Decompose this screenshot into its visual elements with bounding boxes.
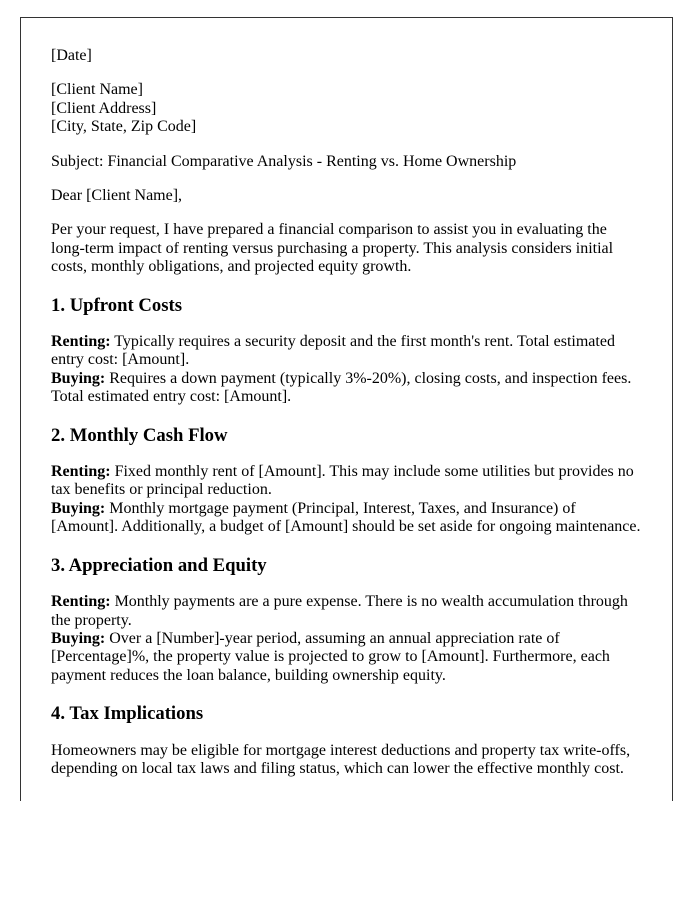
buying-label: Buying: bbox=[51, 369, 106, 387]
renting-text: Monthly payments are a pure expense. There is no wealth accumulation through the property. bbox=[51, 593, 628, 629]
buying-text: Monthly mortgage payment (Principal, Interest, Taxes, and Insurance) of [Amount]. Additionally, a budget of [Amount] should be set aside for ongoing maintenance. bbox=[51, 499, 641, 536]
buying-text: Over a [Number]-year period, assuming an annual appreciation rate of [Percentage]%, the property value is projected to grow to [Amount]. Furthermore, each payment reduces the loan balance, building ownership equity. bbox=[51, 629, 610, 684]
section-body-upfront-costs bbox=[51, 333, 642, 407]
recipient-name-line: [Client Name] bbox=[51, 81, 143, 99]
section-body-appreciation-equity bbox=[51, 593, 642, 685]
buying-label: Buying: bbox=[51, 499, 106, 517]
intro-paragraph: Per your request, I have prepared a financial comparison to assist you in evaluating the long-term impact of renting versus purchasing a property. This analysis considers initial costs, monthly obligations, and projected equity growth. bbox=[51, 221, 614, 276]
letter-document bbox=[20, 17, 673, 801]
section-body-tax-implications: Homeowners may be eligible for mortgage interest deductions and property tax write-offs, depending on local tax laws and filing status, which can lower the effective monthly cost. bbox=[51, 741, 631, 777]
section-body-monthly-cash-flow bbox=[51, 463, 642, 537]
section-heading-monthly-cash-flow: 2. Monthly Cash Flow bbox=[51, 424, 228, 446]
section-heading-appreciation-equity: 3. Appreciation and Equity bbox=[51, 554, 267, 576]
date-line: [Date] bbox=[51, 47, 92, 64]
renting-text: Typically requires a security deposit and the first month's rent. Total estimated entry cost: [Amount]. bbox=[51, 333, 615, 369]
buying-label: Buying: bbox=[51, 629, 106, 647]
salutation-line: Dear [Client Name], bbox=[51, 186, 183, 204]
recipient-address-block bbox=[51, 81, 642, 136]
subject-line: Subject: Financial Comparative Analysis - Renting vs. Home Ownership bbox=[51, 152, 517, 170]
renting-label: Renting: bbox=[51, 463, 111, 481]
section-heading-upfront-costs: 1. Upfront Costs bbox=[51, 294, 182, 316]
renting-label: Renting: bbox=[51, 593, 111, 611]
renting-label: Renting: bbox=[51, 333, 111, 351]
buying-text: Requires a down payment (typically 3%-20%), closing costs, and inspection fees. Total estimated entry cost: [Amount]. bbox=[51, 369, 632, 406]
section-heading-tax-implications: 4. Tax Implications bbox=[51, 703, 204, 725]
renting-text: Fixed monthly rent of [Amount]. This may include some utilities but provides no tax benefits or principal reduction. bbox=[51, 463, 634, 499]
recipient-address-line: [Client Address] bbox=[51, 99, 157, 117]
recipient-city-state-zip-line: [City, State, Zip Code] bbox=[51, 118, 197, 136]
